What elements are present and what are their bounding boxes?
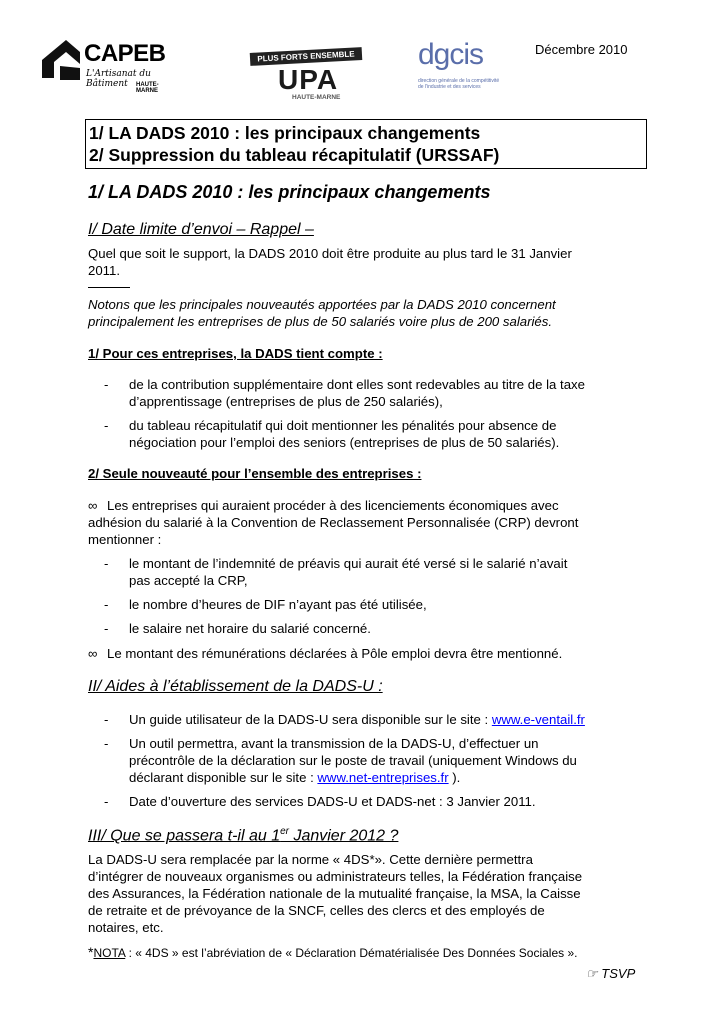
infinity-bullet-icon: ∞ (88, 646, 98, 661)
dash-bullet: - (104, 712, 109, 727)
subheading-2012 (88, 826, 398, 845)
upa-banner: PLUS FORTS ENSEMBLE (250, 47, 363, 66)
subheading-deadline: I/ Date limite d’envoi – Rappel – (88, 221, 314, 238)
note-line-2: principalement les entreprises de plus de 50 salariés voire plus de 200 salariés. (88, 314, 553, 329)
dash-bullet: - (104, 621, 109, 636)
list-item-text: Un guide utilisateur de la DADS-U sera disponible sur le site : (129, 712, 492, 727)
dgcis-logo (418, 38, 548, 108)
paragraph-2012: notaires, etc. (88, 920, 164, 935)
footnote-label: NOTA (93, 946, 126, 960)
separator (88, 287, 130, 288)
heading-text: III/ Que se passera t-il au 1 (88, 827, 281, 845)
tsvp-footer (586, 966, 635, 982)
list-item: de la contribution supplémentaire dont elles sont redevables au titre de la taxe (129, 377, 585, 392)
footnote (88, 944, 577, 960)
heading-text-end: Janvier 2012 ? (289, 827, 399, 845)
paragraph-deadline-2: 2011. (88, 263, 121, 278)
upa-wordmark: UPA (278, 64, 339, 95)
subheading-all-companies: 2/ Seule nouveauté pour l’ensemble des entreprises : (88, 466, 422, 481)
title-box (85, 119, 647, 169)
paragraph-2012: d’intégrer de nouveaux organismes ou administrateurs telles, la Fédération française (88, 869, 583, 884)
list-item-end: ). (448, 770, 461, 785)
list-item: le salaire net horaire du salarié concerné. (129, 621, 371, 636)
subheading-aids: II/ Aides à l’établissement de la DADS-U : (88, 678, 383, 695)
dash-bullet: - (104, 794, 109, 809)
document-date: Décembre 2010 (535, 42, 628, 57)
paragraph-deadline-1: Quel que soit le support, la DADS 2010 doit être produite au plus tard le 31 Janvier (88, 246, 572, 261)
paragraph-2012: de retraite et de prévoyance de la SNCF, celles des clercs et des employés de (88, 903, 545, 918)
capeb-house-icon (40, 38, 82, 82)
net-entreprises-link[interactable]: www.net-entreprises.fr (317, 770, 449, 785)
list-item-cont (129, 770, 638, 786)
footnote-star: * (88, 944, 94, 960)
list-item-cont: d’apprentissage (entreprises de plus de 250 salariés), (129, 394, 443, 409)
heading-superscript: er (280, 826, 289, 837)
section-heading: 1/ LA DADS 2010 : les principaux changements (88, 182, 491, 202)
pointing-hand-icon: ☞ (586, 966, 598, 981)
dgcis-wordmark: dgcis (418, 38, 484, 71)
dash-bullet: - (104, 377, 109, 392)
capeb-wordmark: CAPEB (84, 40, 166, 67)
infinity-bullet-icon: ∞ (88, 498, 98, 513)
note-line-1: Notons que les principales nouveautés apportées par la DADS 2010 concernent (88, 297, 556, 312)
capeb-region: HAUTE-MARNE (136, 82, 159, 94)
list-item: le montant de l’indemnité de préavis qui aurait été versé si le salarié n’avait (129, 556, 568, 571)
upa-region: HAUTE-MARNE (292, 94, 341, 101)
upa-logo (248, 50, 366, 102)
list-item (129, 712, 638, 728)
e-ventail-link[interactable]: www.e-ventail.fr (491, 712, 585, 727)
dash-bullet: - (104, 418, 109, 433)
list-item: du tableau récapitulatif qui doit mentionner les pénalités pour absence de (129, 418, 557, 433)
list-item: Date d’ouverture des services DADS-U et DADS-net : 3 Janvier 2011. (129, 794, 536, 809)
paragraph-2012: La DADS-U sera remplacée par la norme « 4DS*». Cette dernière permettra (88, 852, 533, 867)
capeb-tagline: L'Artisanat du Bâtiment (86, 69, 151, 89)
dash-bullet: - (104, 597, 109, 612)
title-line-2: 2/ Suppression du tableau récapitulatif (URSSAF) (89, 145, 500, 165)
crp-paragraph-3: mentionner : (88, 532, 162, 547)
list-item-cont: pas accepté la CRP, (129, 573, 248, 588)
list-item: le nombre d’heures de DIF n’ayant pas été utilisée, (129, 597, 427, 612)
footnote-text: : « 4DS » est l’abréviation de « Déclaration Dématérialisée Des Données Sociales ». (125, 946, 578, 960)
dash-bullet: - (104, 556, 109, 571)
tsvp-label: TSVP (601, 966, 636, 981)
list-item-cont: négociation pour l’emploi des seniors (entreprises de plus de 50 salariés). (129, 435, 560, 450)
pole-emploi-paragraph: Le montant des rémunérations déclarées à Pôle emploi devra être mentionné. (107, 646, 563, 661)
list-item: Un outil permettra, avant la transmission de la DADS-U, d’effectuer un (129, 736, 539, 751)
crp-paragraph-1: Les entreprises qui auraient procéder à des licenciements économiques avec (107, 498, 559, 513)
list-item-cont: précontrôle de la déclaration sur le poste de travail (uniquement Windows du (129, 753, 577, 768)
paragraph-2012: des Assurances, la Fédération nationale de la mutualité française, la MSA, la Caisse (88, 886, 581, 901)
dgcis-subtitle: direction générale de la compétitivité de l'industrie et des services (418, 78, 500, 90)
title-line-1: 1/ LA DADS 2010 : les principaux changements (89, 123, 481, 143)
dash-bullet: - (104, 736, 109, 751)
subheading-companies: 1/ Pour ces entreprises, la DADS tient compte : (88, 346, 383, 361)
crp-paragraph-2: adhésion du salarié à la Convention de Reclassement Personnalisée (CRP) devront (88, 515, 579, 530)
list-item-text: déclarant disponible sur le site : (129, 770, 318, 785)
capeb-logo (40, 34, 180, 94)
